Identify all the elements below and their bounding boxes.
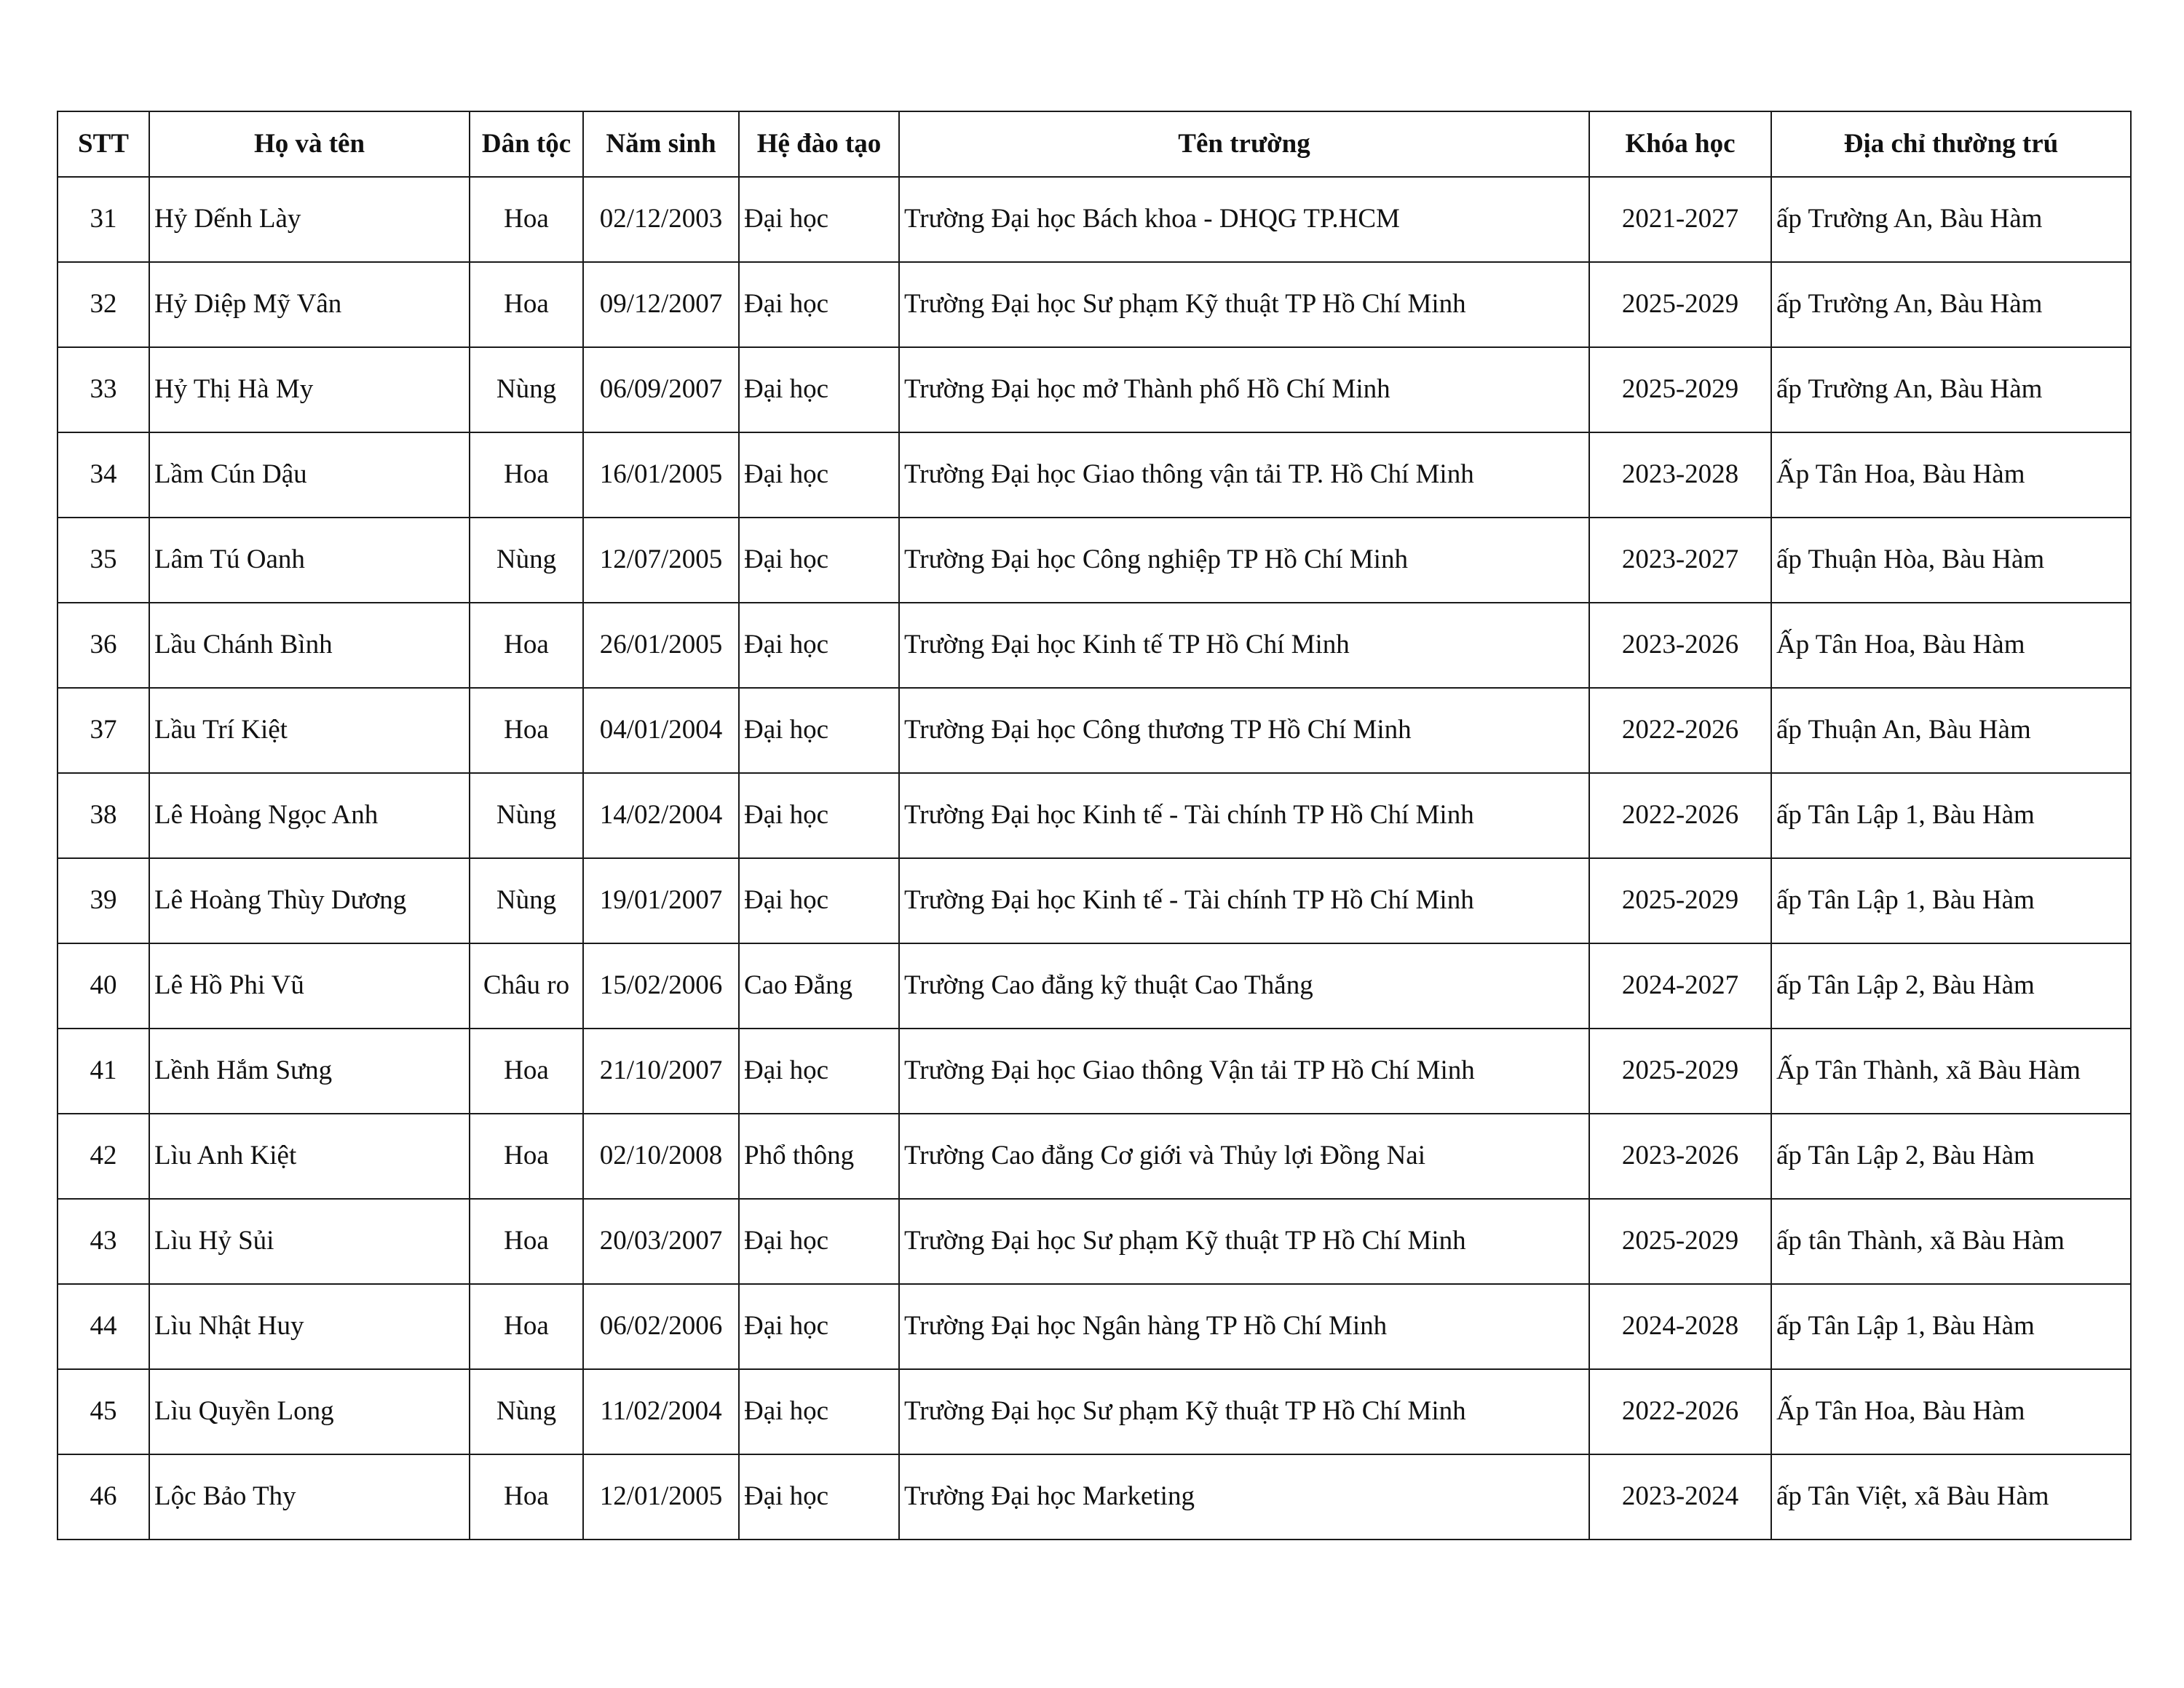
table-row [58,603,2131,688]
cell-birth: 21/10/2007 [583,1029,739,1114]
table-row [58,1114,2131,1199]
cell-program: Đại học [739,432,899,518]
cell-address: ấp Tân Lập 2, Bàu Hàm [1771,943,2131,1029]
cell-address: Ấp Tân Thành, xã Bàu Hàm [1771,1029,2131,1114]
cell-ethnicity: Nùng [470,347,583,432]
header-school: Tên trường [899,111,1589,177]
header-stt: STT [58,111,149,177]
cell-address: ấp Tân Lập 1, Bàu Hàm [1771,1284,2131,1369]
header-row [58,111,2131,177]
cell-name: Hỷ Diệp Mỹ Vân [149,262,470,347]
cell-address: ấp Tân Lập 1, Bàu Hàm [1771,773,2131,858]
cell-program: Đại học [739,1284,899,1369]
cell-course: 2023-2028 [1589,432,1771,518]
cell-birth: 26/01/2005 [583,603,739,688]
cell-address: ấp Tân Lập 1, Bàu Hàm [1771,858,2131,943]
cell-birth: 02/12/2003 [583,177,739,262]
cell-birth: 09/12/2007 [583,262,739,347]
table-row [58,1454,2131,1540]
cell-ethnicity: Hoa [470,1029,583,1114]
cell-ethnicity: Nùng [470,858,583,943]
table-row [58,858,2131,943]
cell-course: 2022-2026 [1589,773,1771,858]
cell-stt: 34 [58,432,149,518]
cell-name: Lầm Cún Dậu [149,432,470,518]
cell-course: 2025-2029 [1589,262,1771,347]
header-program: Hệ đào tạo [739,111,899,177]
cell-program: Đại học [739,858,899,943]
student-table [57,111,2132,1540]
cell-name: Hỷ Thị Hà My [149,347,470,432]
cell-program: Đại học [739,262,899,347]
cell-stt: 43 [58,1199,149,1284]
table-body [58,177,2131,1540]
cell-program: Đại học [739,1029,899,1114]
cell-address: ấp Trường An, Bàu Hàm [1771,347,2131,432]
cell-birth: 14/02/2004 [583,773,739,858]
cell-address: ấp Trường An, Bàu Hàm [1771,177,2131,262]
cell-school: Trường Đại học Giao thông vận tải TP. Hồ Chí Minh [899,432,1589,518]
cell-school: Trường Đại học Kinh tế TP Hồ Chí Minh [899,603,1589,688]
cell-ethnicity: Hoa [470,603,583,688]
cell-birth: 15/02/2006 [583,943,739,1029]
cell-name: Lộc Bảo Thy [149,1454,470,1540]
cell-school: Trường Đại học Sư phạm Kỹ thuật TP Hồ Chí Minh [899,1199,1589,1284]
cell-stt: 41 [58,1029,149,1114]
cell-school: Trường Đại học Kinh tế - Tài chính TP Hồ Chí Minh [899,773,1589,858]
cell-course: 2023-2027 [1589,518,1771,603]
cell-ethnicity: Hoa [470,1199,583,1284]
cell-school: Trường Đại học Marketing [899,1454,1589,1540]
table-row [58,177,2131,262]
cell-birth: 12/07/2005 [583,518,739,603]
cell-ethnicity: Hoa [470,1114,583,1199]
cell-school: Trường Đại học mở Thành phố Hồ Chí Minh [899,347,1589,432]
cell-course: 2025-2029 [1589,1029,1771,1114]
header-name: Họ và tên [149,111,470,177]
cell-program: Đại học [739,1199,899,1284]
cell-name: Lầu Chánh Bình [149,603,470,688]
cell-ethnicity: Nùng [470,773,583,858]
header-birth: Năm sinh [583,111,739,177]
cell-program: Cao Đẳng [739,943,899,1029]
cell-school: Trường Đại học Kinh tế - Tài chính TP Hồ Chí Minh [899,858,1589,943]
cell-program: Đại học [739,1454,899,1540]
cell-course: 2025-2029 [1589,858,1771,943]
cell-stt: 45 [58,1369,149,1454]
cell-program: Đại học [739,688,899,773]
cell-name: Lìu Hỷ Sủi [149,1199,470,1284]
cell-course: 2022-2026 [1589,1369,1771,1454]
cell-birth: 19/01/2007 [583,858,739,943]
cell-school: Trường Đại học Giao thông Vận tải TP Hồ Chí Minh [899,1029,1589,1114]
cell-address: Ấp Tân Hoa, Bàu Hàm [1771,432,2131,518]
cell-school: Trường Cao đẳng kỹ thuật Cao Thắng [899,943,1589,1029]
table-row [58,1029,2131,1114]
cell-school: Trường Đại học Sư phạm Kỹ thuật TP Hồ Chí Minh [899,1369,1589,1454]
table-row [58,347,2131,432]
cell-address: ấp Thuận Hòa, Bàu Hàm [1771,518,2131,603]
cell-name: Lìu Quyền Long [149,1369,470,1454]
cell-birth: 16/01/2005 [583,432,739,518]
header-ethnicity: Dân tộc [470,111,583,177]
cell-stt: 31 [58,177,149,262]
header-course: Khóa học [1589,111,1771,177]
cell-name: Lìu Nhật Huy [149,1284,470,1369]
cell-course: 2024-2027 [1589,943,1771,1029]
cell-ethnicity: Hoa [470,177,583,262]
table-row [58,518,2131,603]
cell-birth: 11/02/2004 [583,1369,739,1454]
cell-name: Lê Hoàng Thùy Dương [149,858,470,943]
cell-program: Đại học [739,1369,899,1454]
cell-birth: 20/03/2007 [583,1199,739,1284]
cell-stt: 44 [58,1284,149,1369]
cell-stt: 39 [58,858,149,943]
cell-program: Đại học [739,518,899,603]
cell-birth: 06/09/2007 [583,347,739,432]
cell-birth: 06/02/2006 [583,1284,739,1369]
cell-stt: 33 [58,347,149,432]
cell-course: 2023-2024 [1589,1454,1771,1540]
cell-school: Trường Đại học Sư phạm Kỹ thuật TP Hồ Chí Minh [899,262,1589,347]
table-row [58,432,2131,518]
cell-address: ấp Thuận An, Bàu Hàm [1771,688,2131,773]
table-row [58,688,2131,773]
cell-course: 2023-2026 [1589,603,1771,688]
cell-program: Đại học [739,603,899,688]
cell-program: Đại học [739,177,899,262]
cell-stt: 40 [58,943,149,1029]
cell-name: Lềnh Hắm Sưng [149,1029,470,1114]
cell-name: Lê Hoàng Ngọc Anh [149,773,470,858]
cell-ethnicity: Hoa [470,688,583,773]
header-address: Địa chỉ thường trú [1771,111,2131,177]
cell-course: 2021-2027 [1589,177,1771,262]
cell-course: 2022-2026 [1589,688,1771,773]
cell-stt: 38 [58,773,149,858]
cell-address: Ấp Tân Hoa, Bàu Hàm [1771,603,2131,688]
cell-course: 2023-2026 [1589,1114,1771,1199]
cell-stt: 46 [58,1454,149,1540]
cell-ethnicity: Hoa [470,1284,583,1369]
cell-program: Phổ thông [739,1114,899,1199]
cell-stt: 42 [58,1114,149,1199]
cell-address: ấp tân Thành, xã Bàu Hàm [1771,1199,2131,1284]
cell-birth: 04/01/2004 [583,688,739,773]
table-row [58,1199,2131,1284]
cell-school: Trường Cao đẳng Cơ giới và Thủy lợi Đồng Nai [899,1114,1589,1199]
cell-ethnicity: Nùng [470,1369,583,1454]
cell-ethnicity: Hoa [470,1454,583,1540]
table-row [58,262,2131,347]
cell-ethnicity: Hoa [470,262,583,347]
cell-course: 2025-2029 [1589,347,1771,432]
cell-address: ấp Trường An, Bàu Hàm [1771,262,2131,347]
cell-ethnicity: Châu ro [470,943,583,1029]
table-row [58,1369,2131,1454]
cell-ethnicity: Nùng [470,518,583,603]
cell-school: Trường Đại học Công nghiệp TP Hồ Chí Minh [899,518,1589,603]
table-row [58,1284,2131,1369]
cell-program: Đại học [739,773,899,858]
cell-school: Trường Đại học Bách khoa - DHQG TP.HCM [899,177,1589,262]
cell-name: Hỷ Dếnh Lày [149,177,470,262]
cell-address: ấp Tân Việt, xã Bàu Hàm [1771,1454,2131,1540]
cell-address: ấp Tân Lập 2, Bàu Hàm [1771,1114,2131,1199]
cell-course: 2024-2028 [1589,1284,1771,1369]
cell-program: Đại học [739,347,899,432]
table-row [58,943,2131,1029]
cell-school: Trường Đại học Ngân hàng TP Hồ Chí Minh [899,1284,1589,1369]
cell-birth: 12/01/2005 [583,1454,739,1540]
cell-name: Lìu Anh Kiệt [149,1114,470,1199]
cell-name: Lâm Tú Oanh [149,518,470,603]
cell-course: 2025-2029 [1589,1199,1771,1284]
cell-address: Ấp Tân Hoa, Bàu Hàm [1771,1369,2131,1454]
cell-stt: 37 [58,688,149,773]
cell-ethnicity: Hoa [470,432,583,518]
cell-stt: 32 [58,262,149,347]
cell-birth: 02/10/2008 [583,1114,739,1199]
table-row [58,773,2131,858]
cell-name: Lầu Trí Kiệt [149,688,470,773]
cell-school: Trường Đại học Công thương TP Hồ Chí Minh [899,688,1589,773]
cell-stt: 35 [58,518,149,603]
cell-name: Lê Hồ Phi Vũ [149,943,470,1029]
cell-stt: 36 [58,603,149,688]
